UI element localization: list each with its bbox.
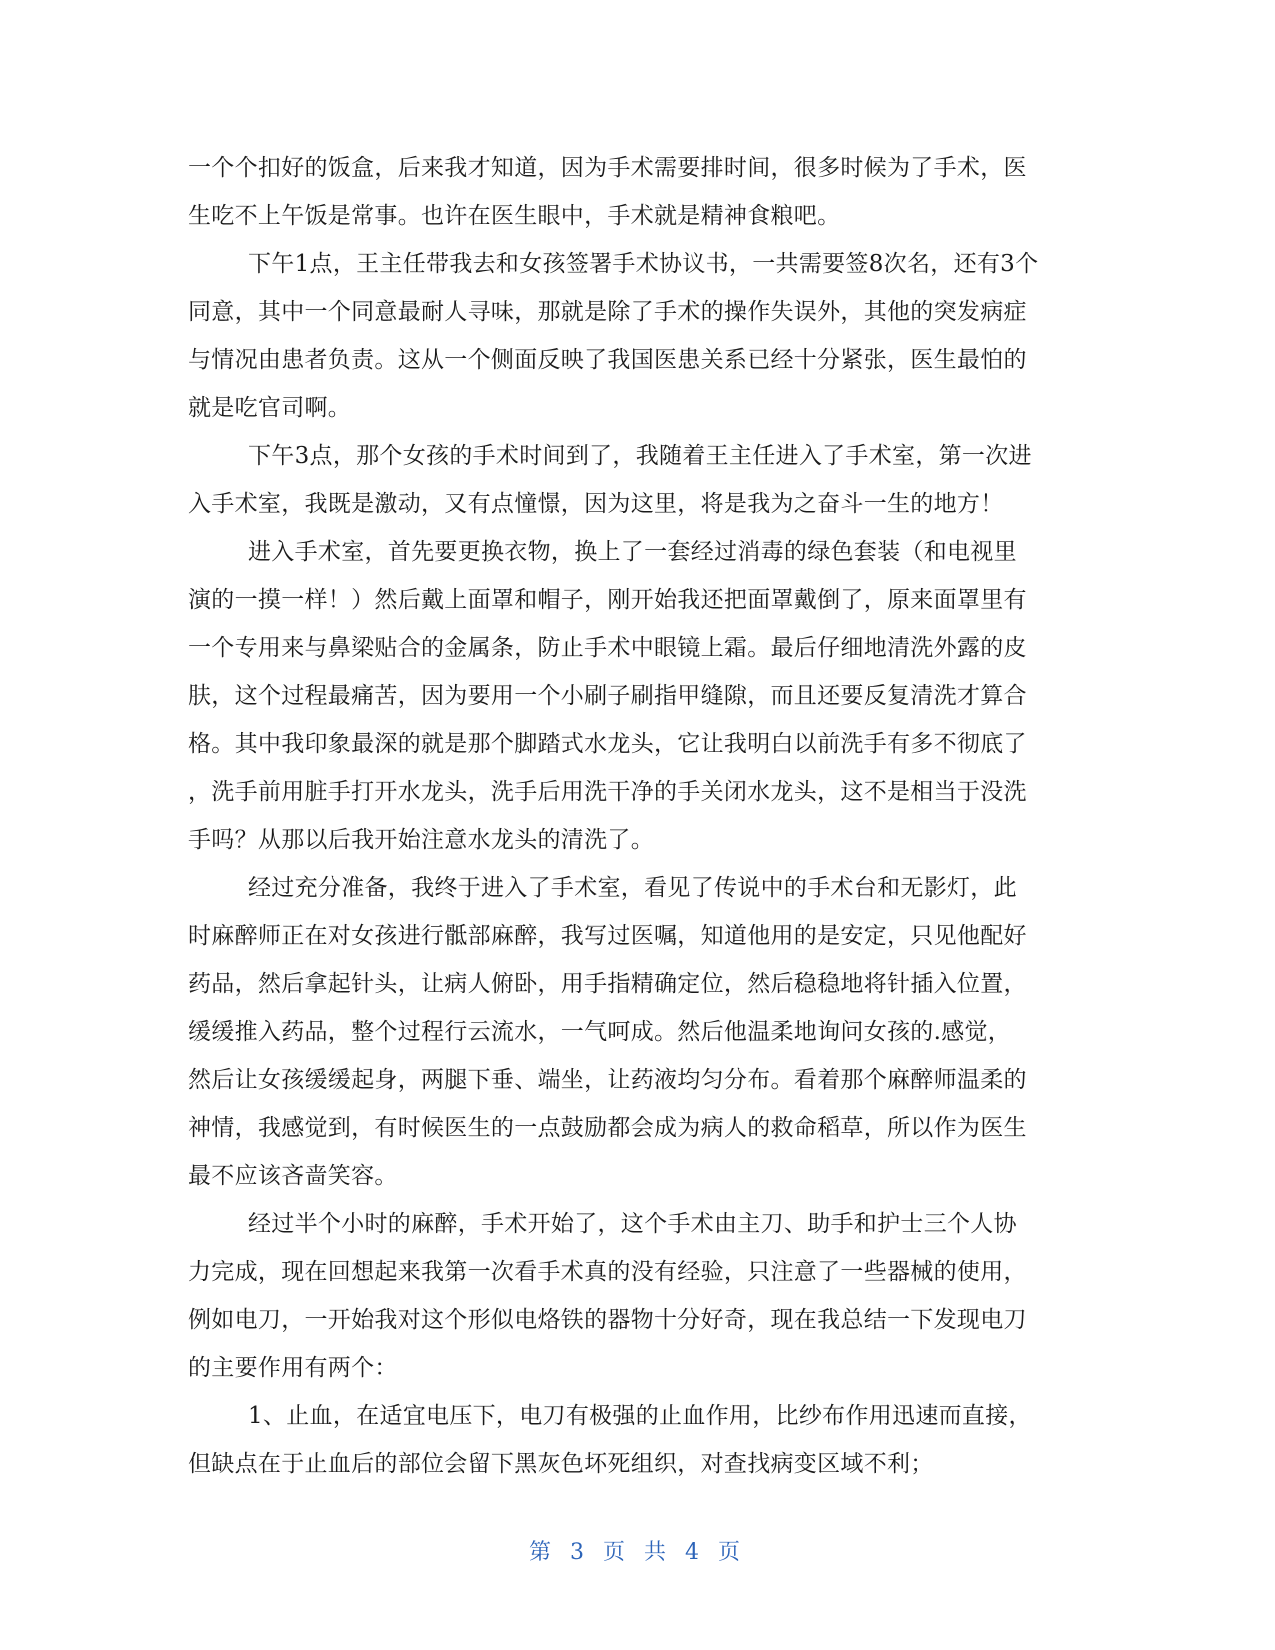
text-line: 力完成，现在回想起来我第一次看手术真的没有经验，只注意了一些器械的使用，	[188, 1259, 1027, 1285]
text-line: 经过半个小时的麻醉，手术开始了，这个手术由主刀、助手和护士三个人协	[248, 1211, 1017, 1237]
text-line: 缓缓推入药品，整个过程行云流水，一气呵成。然后他温柔地询问女孩的.感觉，	[188, 1019, 1012, 1045]
text-line: 手吗？从那以后我开始注意水龙头的清洗了。	[188, 827, 654, 853]
text-line: 例如电刀，一开始我对这个形似电烙铁的器物十分好奇，现在我总结一下发现电刀	[188, 1307, 1027, 1333]
text-line: 但缺点在于止血后的部位会留下黑灰色坏死组织，对查找病变区域不利；	[188, 1451, 934, 1477]
text-line: 药品，然后拿起针头，让病人俯卧，用手指精确定位，然后稳稳地将针插入位置，	[188, 971, 1027, 997]
text-line: 肤，这个过程最痛苦，因为要用一个小刷子刷指甲缝隙，而且还要反复清洗才算合	[188, 683, 1027, 709]
text-line: 经过充分准备，我终于进入了手术室，看见了传说中的手术台和无影灯，此	[248, 875, 1017, 901]
text-line: 下午1点，王主任带我去和女孩签署手术协议书，一共需要签8次名，还有3个	[248, 251, 1039, 277]
text-line: 同意，其中一个同意最耐人寻味，那就是除了手术的操作失误外，其他的突发病症	[188, 299, 1027, 325]
text-line: 与情况由患者负责。这从一个侧面反映了我国医患关系已经十分紧张，医生最怕的	[188, 347, 1027, 373]
text-line: 演的一摸一样！）然后戴上面罩和帽子，刚开始我还把面罩戴倒了，原来面罩里有	[188, 587, 1027, 613]
text-line: 神情，我感觉到，有时候医生的一点鼓励都会成为病人的救命稻草，所以作为医生	[188, 1115, 1027, 1141]
text-line: 的主要作用有两个：	[188, 1355, 398, 1381]
text-line: 一个专用来与鼻梁贴合的金属条，防止手术中眼镜上霜。最后仔细地清洗外露的皮	[188, 635, 1027, 661]
text-line: 最不应该吝啬笑容。	[188, 1163, 398, 1189]
text-line: 下午3点，那个女孩的手术时间到了，我随着王主任进入了手术室，第一次进	[248, 443, 1032, 469]
page-number-footer: 第 3 页 共 4 页	[529, 1540, 746, 1565]
text-line: 时麻醉师正在对女孩进行骶部麻醉，我写过医嘱，知道他用的是安定，只见他配好	[188, 923, 1027, 949]
text-line: 生吃不上午饭是常事。也许在医生眼中，手术就是精神食粮吧。	[188, 203, 841, 229]
text-line: ，洗手前用脏手打开水龙头，洗手后用洗干净的手关闭水龙头，这不是相当于没洗	[188, 779, 1027, 805]
text-line: 格。其中我印象最深的就是那个脚踏式水龙头，它让我明白以前洗手有多不彻底了	[188, 731, 1027, 757]
text-line: 然后让女孩缓缓起身，两腿下垂、端坐，让药液均匀分布。看着那个麻醉师温柔的	[188, 1067, 1027, 1093]
text-line: 1、止血，在适宜电压下，电刀有极强的止血作用，比纱布作用迅速而直接，	[248, 1403, 1032, 1429]
text-line: 一个个扣好的饭盒，后来我才知道，因为手术需要排时间，很多时候为了手术，医	[188, 155, 1027, 181]
text-line: 进入手术室，首先要更换衣物，换上了一套经过消毒的绿色套装（和电视里	[248, 539, 1017, 565]
text-line: 入手术室，我既是激动，又有点憧憬，因为这里，将是我为之奋斗一生的地方！	[188, 491, 1004, 517]
text-line: 就是吃官司啊。	[188, 395, 352, 421]
document-body	[188, 144, 1088, 1488]
